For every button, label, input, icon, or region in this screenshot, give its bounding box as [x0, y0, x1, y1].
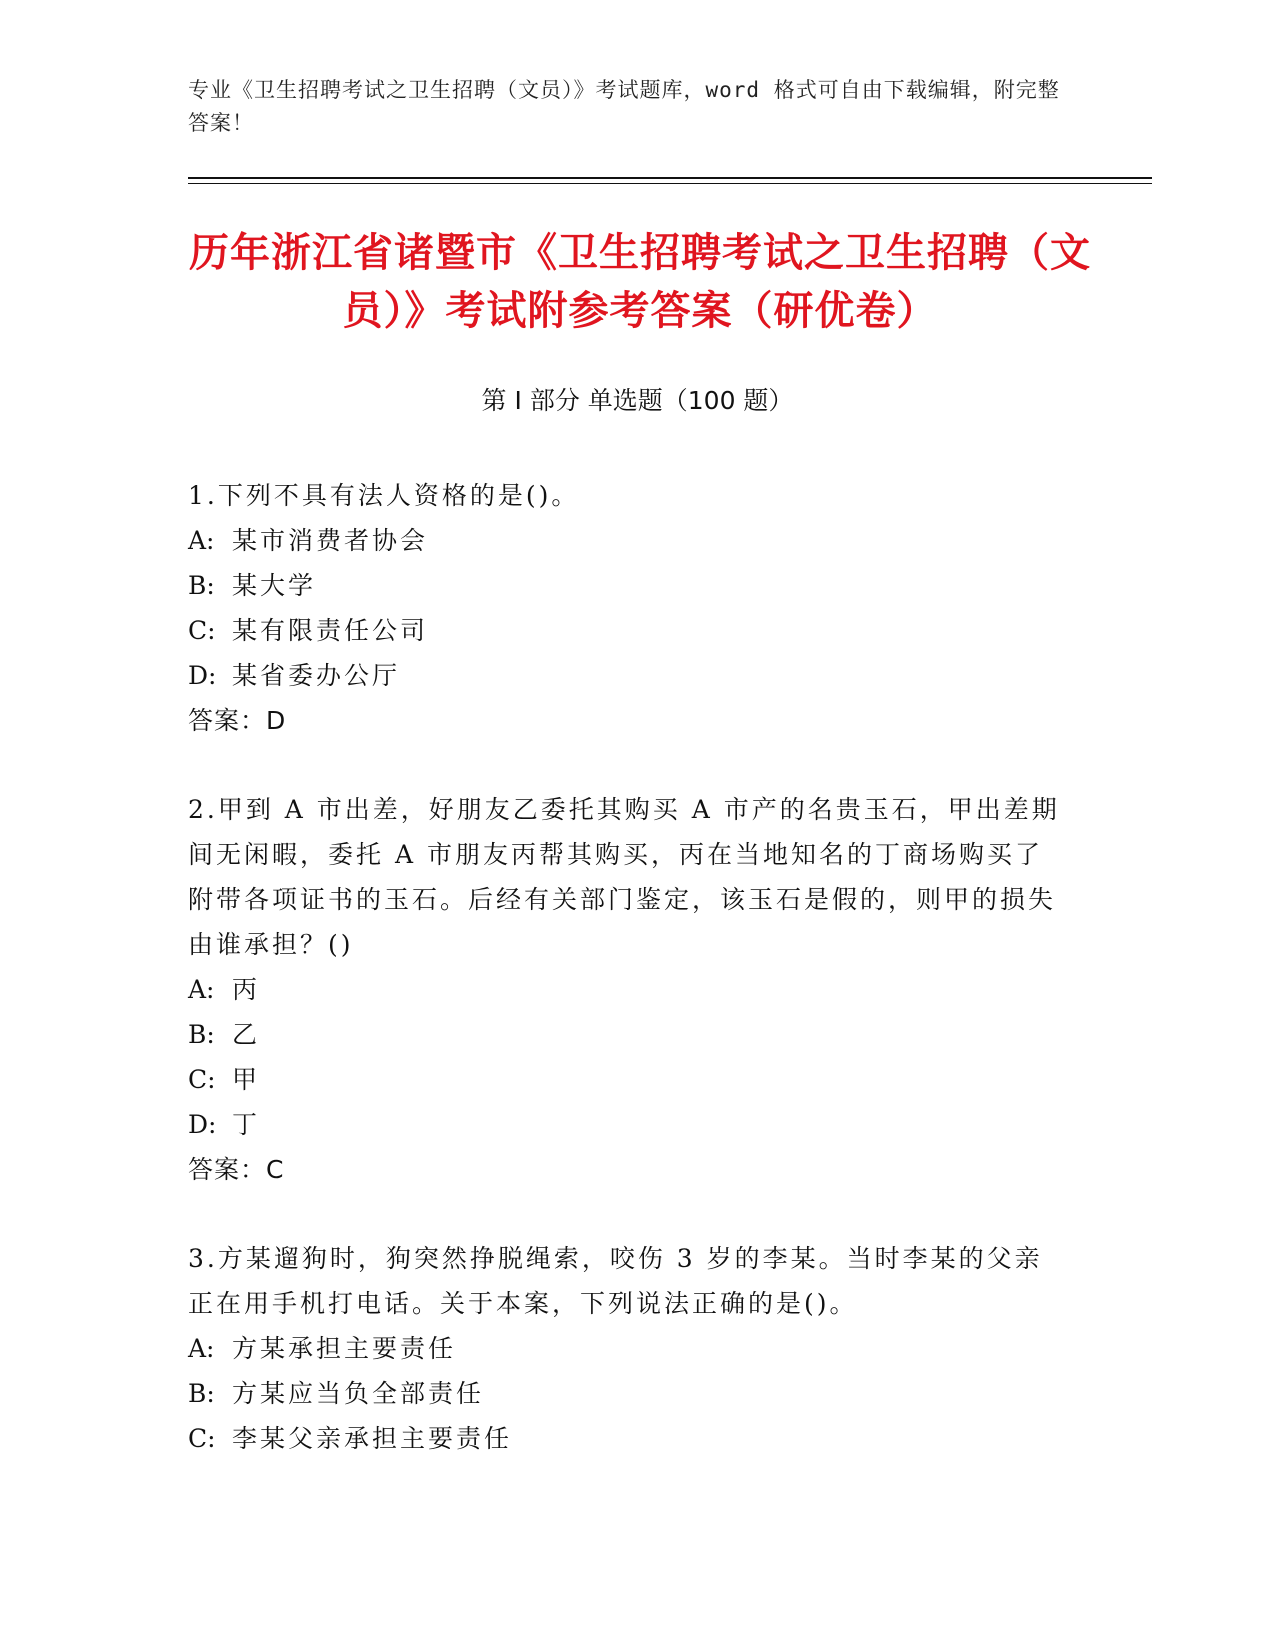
option-key: C:: [188, 616, 216, 645]
question-stem: 1.下列不具有法人资格的是()。: [188, 481, 580, 510]
option-text: 李某父亲承担主要责任: [232, 1424, 513, 1453]
question-stem: 2.甲到 A 市出差，好朋友乙委托其购买 A 市产的名贵玉石，甲出差期间无闲暇，委托 A 市朋友丙帮其购买，丙在当地知名的丁商场购买了附带各项证书的玉石。后经有关部门鉴定，该玉石是假的，则甲的损失由谁承担？(): [188, 795, 1060, 959]
header-divider-thin: [188, 183, 1152, 184]
answer-line: 答案：D: [188, 706, 287, 735]
option-key: A:: [188, 1334, 215, 1363]
option-text: 方某应当负全部责任: [232, 1379, 485, 1408]
option-text: 乙: [232, 1020, 261, 1049]
option-text: 某有限责任公司: [232, 616, 429, 645]
option-key: A:: [188, 526, 215, 555]
option-d: [188, 653, 1068, 698]
question-1: [188, 473, 1068, 743]
option-b: [188, 1012, 1068, 1057]
option-c: [188, 608, 1068, 653]
header-divider-thick: [188, 177, 1152, 179]
option-text: 方某承担主要责任: [232, 1334, 457, 1363]
section-title: 第 I 部分 单选题（100 题）: [481, 386, 794, 415]
option-text: 某省委办公厅: [232, 661, 401, 690]
option-a: [188, 518, 1068, 563]
option-text: 丁: [232, 1110, 261, 1139]
option-text: 甲: [232, 1065, 261, 1094]
option-c: [188, 1057, 1068, 1102]
option-key: A:: [188, 975, 215, 1004]
option-text: 某大学: [232, 571, 317, 600]
option-text: 某市消费者协会: [232, 526, 429, 555]
option-d: [188, 1102, 1068, 1147]
document-title: 历年浙江省诸暨市《卫生招聘考试之卫生招聘（文员）》考试附参考答案（研优卷）: [189, 230, 1091, 334]
answer-line: 答案：C: [188, 1155, 285, 1184]
option-c: [188, 1416, 1068, 1461]
option-a: [188, 967, 1068, 1012]
option-key: D:: [188, 661, 217, 690]
option-b: [188, 1371, 1068, 1416]
question-2: [188, 787, 1068, 1192]
option-key: B:: [188, 1020, 215, 1049]
option-key: D:: [188, 1110, 217, 1139]
option-a: [188, 1326, 1068, 1371]
question-list: [188, 473, 1068, 1505]
question-3: [188, 1236, 1068, 1461]
option-key: B:: [188, 1379, 215, 1408]
option-text: 丙: [232, 975, 261, 1004]
question-stem: 3.方某遛狗时，狗突然挣脱绳索，咬伤 3 岁的李某。当时李某的父亲正在用手机打电话。关于本案，下列说法正确的是()。: [188, 1244, 1043, 1318]
header-note: 专业《卫生招聘考试之卫生招聘（文员）》考试题库，word 格式可自由下载编辑，附完整答案！: [188, 78, 1060, 135]
option-key: C:: [188, 1424, 216, 1453]
option-b: [188, 563, 1068, 608]
option-key: C:: [188, 1065, 216, 1094]
option-key: B:: [188, 571, 215, 600]
